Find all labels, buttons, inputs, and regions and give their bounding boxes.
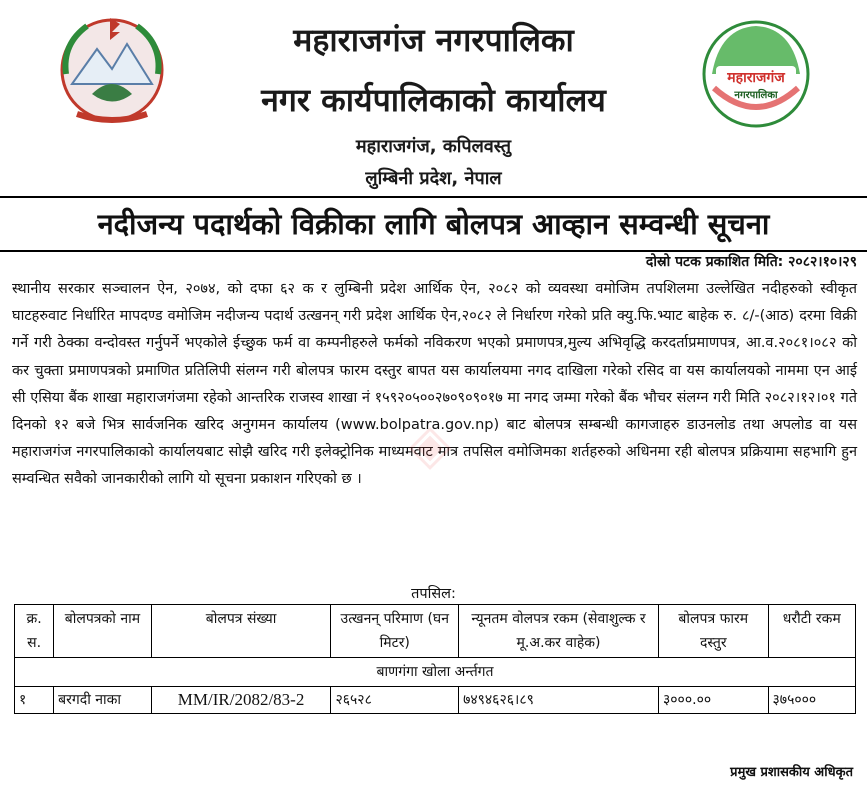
- header-sn: क्र. स.: [15, 605, 54, 658]
- header-quantity: उत्खनन् परिमाण (घन मिटर): [331, 605, 459, 658]
- header-bid-number: बोलपत्र संख्या: [151, 605, 331, 658]
- office-subtitle: नगर कार्यपालिकाको कार्यालय: [261, 81, 606, 119]
- notice-body: स्थानीय सरकार सञ्चालन ऐन, २०७४, को दफा ६२ क र लुम्बिनी प्रदेश आर्थिक ऐन, २०८२ को व्यवस्था वमोजिम तपशिलमा उल्लेखित नदीहरुको स्वीकृत घाटहरुवाट निर्धारित मापदण्ड वमोजिम नदीजन्य पदार्थ उत्खनन् गरी प्रदेश आर्थिक ऐन,२०८२ ले निर्धारण गरेको प्रति क्यु.फि.भ्याट बाहेक रु. ८/-(आठ) दरमा विक्री गर्ने गरी ठेक्का वन्दोवस्त गर्नुपर्ने भएकोले ईच्छुक फर्म वा कम्पनीहरुले फर्मको नविकरण भएको प्रमाणपत्र,मुल्य अभिवृद्धि करदर्ताप्रमाणपत्र, आ.व.२०८१।०८२ को कर चुक्ता प्रमाणपत्रको प्रमाणित प्रतिलिपी संलग्न गरी बोलपत्र फारम दस्तुर बापत यस कार्यालयमा नगद दाखिला गरेको रसिद वा यस कार्यालयको नाममा एन आई सी एसिया बैंक शाखा महाराजगंजमा रहेको आन्तरिक राजस्व शाखा नं १५९२०५००२७०९०९०१७ मा नगद जम्मा गरेको बैंक भौचर संलग्न गरी मिति २०८२।१२।०१ गते दिनको १२ बजे भित्र सार्वजनिक खरिद अनुगमन कार्यालय (www.bolpatra.gov.np) बाट बोलपत्र सम्बन्धी कागजाहरु डाउनलोड तथा अपलोड वा यस महाराजगंज नगरपालिकाको कार्यालयबाट सोझै खरिद गरी इलेक्ट्रोनिक माध्यमवाट मात्र तपसिल वमोजिमका शर्तहरुको अधिनमा रही बोलपत्र प्रक्रियामा सहभागि हुन सम्वन्धित सवैको जानकारीको लागि यो सूचना प्रकाशन गरिएको छ ।: [12, 281, 857, 488]
- signature-label: प्रमुख प्रशासकीय अधिकृत: [730, 765, 853, 780]
- group-label: बाणगंगा खोला अर्न्तगत: [15, 658, 856, 687]
- table-group-row: [15, 658, 856, 687]
- municipality-logo-icon: [700, 18, 812, 130]
- tender-table: [14, 604, 856, 714]
- table-row: [15, 687, 856, 714]
- office-title: महाराजगंज नगरपालिका: [293, 21, 574, 59]
- cell-deposit: ३७५०००: [768, 687, 855, 714]
- cell-bid-number: MM/IR/2082/83-2: [151, 687, 331, 714]
- header-form-fee: बोलपत्र फारम दस्तुर: [659, 605, 769, 658]
- letterhead: [0, 0, 867, 190]
- table-header-row: [15, 605, 856, 658]
- cell-min-amount: ७४९४६२६।८९: [459, 687, 659, 714]
- logo-text: महाराजगंज: [727, 70, 785, 86]
- notice-title-banner: नदीजन्य पदार्थको विक्रीका लागि बोलपत्र आव्हान सम्वन्धी सूचना: [0, 196, 867, 252]
- logo-subtext: नगरपालिका: [734, 90, 778, 101]
- table-caption: तपसिल:: [411, 586, 456, 602]
- watermark-icon: ◈: [408, 412, 452, 477]
- cell-form-fee: ३०००.००: [659, 687, 769, 714]
- header-min-amount: न्यूनतम वोलपत्र रकम (सेवाशुल्क र मू.अ.कर वाहेक): [459, 605, 659, 658]
- address-line-2: लुम्बिनी प्रदेश, नेपाल: [365, 168, 502, 189]
- address-line-1: महाराजगंज, कपिलवस्तु: [355, 136, 512, 157]
- published-date: दोस्रो पटक प्रकाशित मिति: २०८२।१०।२९: [645, 254, 857, 270]
- cell-bid-name: बरगदी नाका: [54, 687, 151, 714]
- header-deposit: धरौटी रकम: [768, 605, 855, 658]
- cell-sn: १: [15, 687, 54, 714]
- header-bid-name: बोलपत्रको नाम: [54, 605, 151, 658]
- cell-quantity: २६५२८: [331, 687, 459, 714]
